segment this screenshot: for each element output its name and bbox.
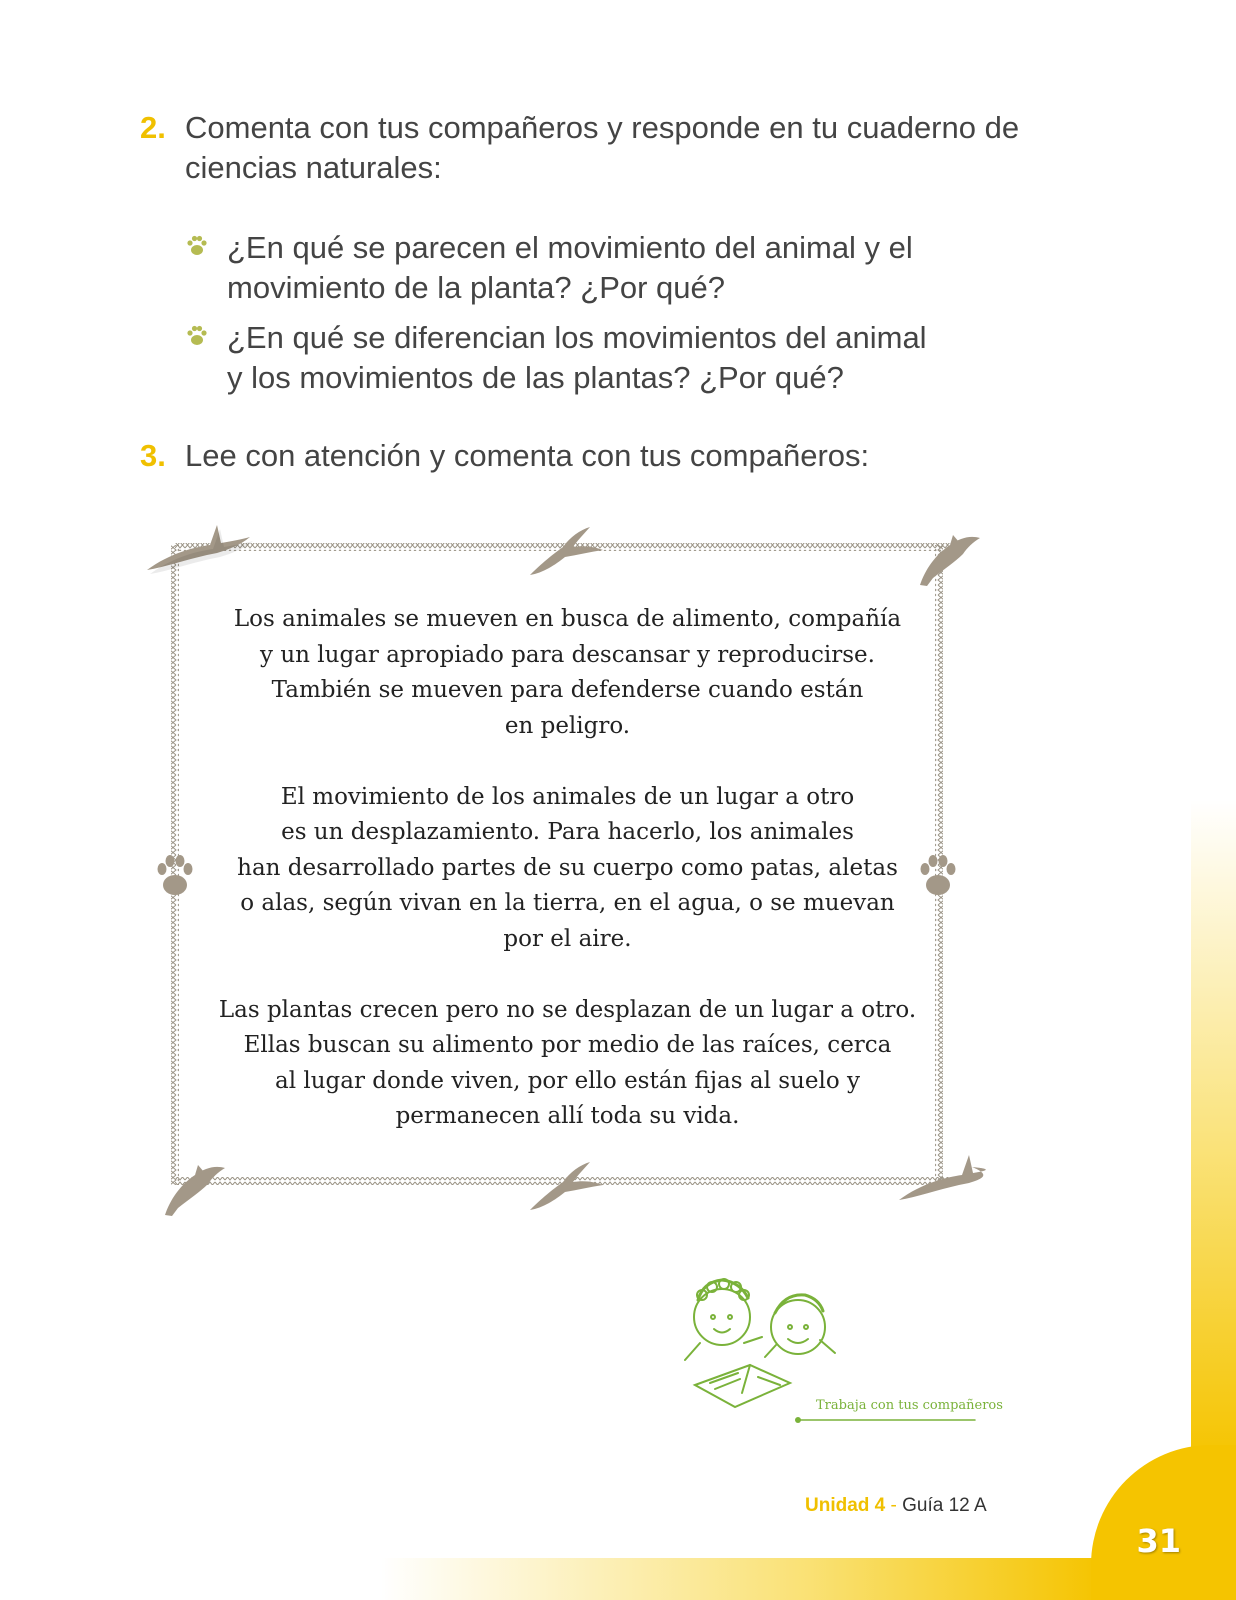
- reading-text: [215, 602, 920, 1135]
- bullet-text: ¿En qué se parecen el movimiento del animal y el movimiento de la planta? ¿Por qué?: [227, 230, 913, 305]
- question-number: 3.: [140, 438, 166, 473]
- reading-line: y un lugar apropiado para descansar y reproducirse.: [260, 641, 875, 668]
- paw-icon: [185, 324, 209, 348]
- reading-line: Los animales se mueven en busca de alimento, compañía: [233, 606, 902, 632]
- reading-line: Las plantas crecen pero no se desplazan de un lugar a otro.: [218, 996, 917, 1023]
- reading-line: También se mueven para defenderse cuando están: [271, 677, 864, 703]
- reading-line: Ellas buscan su alimento por medio de las raíces, cerca: [243, 1032, 892, 1058]
- reading-line: por el aire.: [503, 925, 632, 952]
- bird-icon: [530, 1162, 603, 1210]
- reading-line: al lugar donde viven, por ello están fijas al suelo y: [275, 1067, 860, 1094]
- reading-line: El movimiento de los animales de un lugar a otro: [280, 783, 855, 810]
- reading-line: han desarrollado partes de su cuerpo como patas, aletas: [237, 854, 898, 881]
- page-footer: [805, 1495, 987, 1517]
- question-text: Lee con atención y comenta con tus compañeros:: [185, 438, 870, 473]
- shark-icon: [147, 525, 253, 574]
- question-text: Comenta con tus compañeros y responde en tu cuaderno de ciencias naturales:: [185, 110, 1020, 185]
- paw-icon: [185, 234, 209, 258]
- bottom-gradient-decoration: [380, 1558, 1100, 1600]
- dolphin-icon: [920, 535, 980, 586]
- guide-label: Guía 12 A: [902, 1495, 987, 1516]
- reading-line: o alas, según vivan en la tierra, en el agua, o se muevan: [240, 890, 895, 916]
- bullet-text: ¿En qué se diferencian los movimientos del animal y los movimientos de las plantas? ¿Por qué?: [227, 320, 927, 395]
- footer-separator: -: [890, 1495, 897, 1516]
- question-number: 2.: [140, 110, 166, 145]
- reading-paragraph: [215, 780, 920, 958]
- page-number: 31: [1136, 1522, 1181, 1560]
- reading-line: es un desplazamiento. Para hacerlo, los animales: [281, 819, 854, 845]
- reading-paragraph: [215, 993, 920, 1135]
- reading-paragraph: [215, 602, 920, 744]
- work-together-label: Trabaja con tus compañeros: [816, 1398, 1003, 1413]
- side-gradient-decoration: [1191, 800, 1236, 1460]
- reading-line: permanecen allí toda su vida.: [395, 1103, 740, 1129]
- reading-line: en peligro.: [504, 712, 631, 739]
- unit-label: Unidad 4: [805, 1495, 886, 1516]
